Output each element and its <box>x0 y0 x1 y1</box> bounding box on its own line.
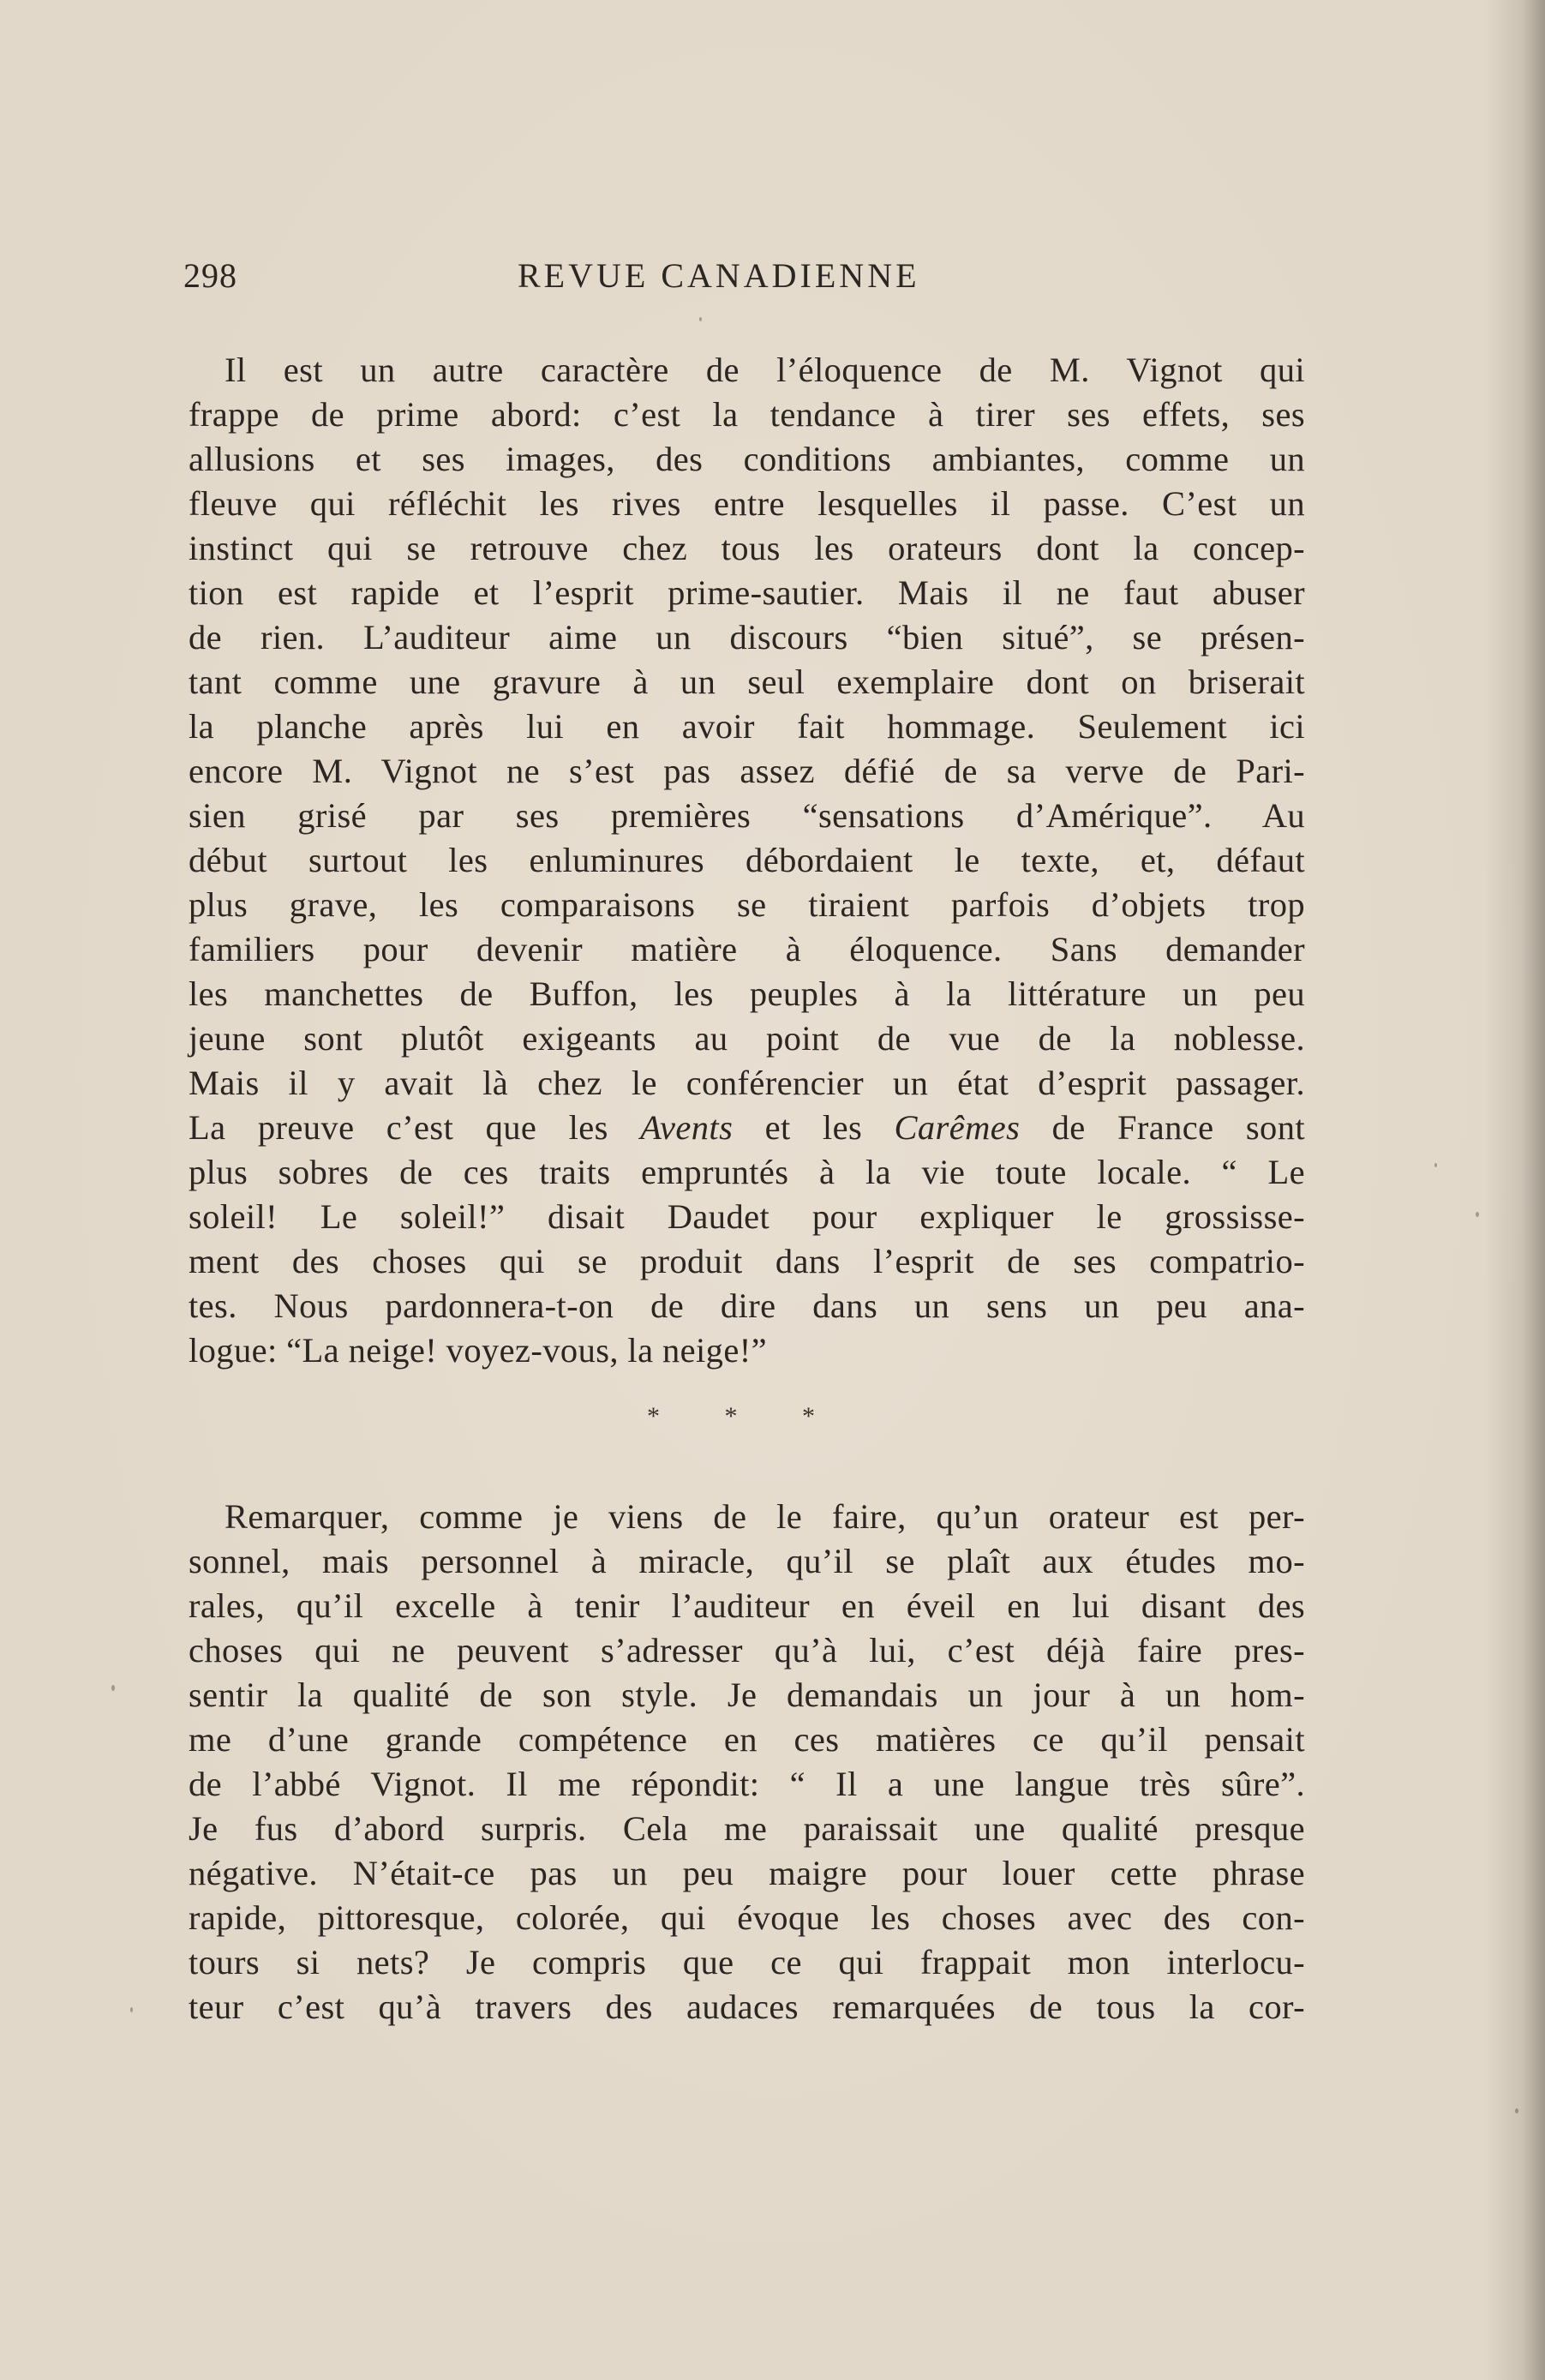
text-line: sien grisé par ses premières “sensations d’Amérique”. Au <box>189 796 1305 835</box>
paragraph-style <box>189 1495 1305 2029</box>
text-line: logue: “La neige! voyez-vous, la neige!” <box>189 1331 767 1370</box>
text-line: ment des choses qui se produit dans l’esprit de ses compatrio- <box>189 1242 1305 1280</box>
text-segment: de France sont <box>1020 1108 1306 1147</box>
italic-title-avents: Avents <box>640 1108 734 1147</box>
text-line: tion est rapide et l’esprit prime-sautier. Mais il ne faut abuser <box>189 573 1305 612</box>
text-line: Je fus d’abord surpris. Cela me paraissait une qualité presque <box>189 1809 1305 1848</box>
running-head <box>183 255 989 307</box>
text-segment: La preuve c’est que les <box>189 1108 641 1147</box>
text-line: instinct qui se retrouve chez tous les orateurs dont la concep- <box>189 529 1305 567</box>
text-line: sonnel, mais personnel à miracle, qu’il se plaît aux études mo- <box>189 1542 1305 1580</box>
text-line: plus grave, les comparaisons se tiraient parfois d’objets trop <box>189 885 1305 924</box>
paper-speck <box>699 317 702 321</box>
text-line: fleuve qui réfléchit les rives entre lesquelles il passe. C’est un <box>189 484 1305 523</box>
text-line: rales, qu’il excelle à tenir l’auditeur en éveil en lui disant des <box>189 1586 1305 1625</box>
text-line: la planche après lui en avoir fait hommage. Seulement ici <box>189 707 1305 746</box>
text-line: tes. Nous pardonnera-t-on de dire dans un sens un peu ana- <box>189 1286 1305 1325</box>
paragraph-eloquence <box>189 348 1305 1373</box>
section-separator: * * * <box>647 1402 844 1430</box>
text-line: allusions et ses images, des conditions ambiantes, comme un <box>189 440 1305 478</box>
text-line: me d’une grande compétence en ces matières ce qu’il pensait <box>189 1720 1305 1759</box>
text-line: encore M. Vignot ne s’est pas assez défié de sa verve de Pari- <box>189 752 1305 790</box>
text-line: choses qui ne peuvent s’adresser qu’à lui, c’est déjà faire pres- <box>189 1631 1305 1670</box>
text-line: de l’abbé Vignot. Il me répondit: “ Il a une langue très sûre”. <box>189 1765 1305 1803</box>
text-line: frappe de prime abord: c’est la tendance à tirer ses effets, ses <box>189 395 1305 434</box>
text-line: les manchettes de Buffon, les peuples à la littérature un peu <box>189 974 1305 1013</box>
text-line: Il est un autre caractère de l’éloquence de M. Vignot qui <box>225 351 1305 389</box>
text-line: Remarquer, comme je viens de le faire, qu’un orateur est per- <box>225 1497 1305 1536</box>
text-line: sentir la qualité de son style. Je demandais un jour à un hom- <box>189 1676 1305 1714</box>
text-line: rapide, pittoresque, colorée, qui évoque les choses avec des con- <box>189 1898 1305 1937</box>
text-line: teur c’est qu’à travers des audaces remarquées de tous la cor- <box>189 1987 1305 2026</box>
text-segment: et les <box>733 1108 895 1147</box>
page-number: 298 <box>183 256 237 295</box>
paper-speck <box>1434 1163 1437 1167</box>
text-line: soleil! Le soleil!” disait Daudet pour expliquer le grossisse- <box>189 1197 1305 1236</box>
text-line-italic-titles <box>189 1106 1305 1150</box>
text-line: jeune sont plutôt exigeants au point de vue de la noblesse. <box>189 1019 1305 1058</box>
text-line: Mais il y avait là chez le conférencier un état d’esprit passager. <box>189 1064 1305 1102</box>
paper-speck <box>111 1685 115 1691</box>
text-line: familiers pour devenir matière à éloquence. Sans demander <box>189 930 1305 968</box>
paper-speck <box>1515 2108 1518 2113</box>
text-line: de rien. L’auditeur aime un discours “bien situé”, se présen- <box>189 618 1305 656</box>
text-line: tant comme une gravure à un seul exemplaire dont on briserait <box>189 662 1305 701</box>
paper-speck <box>1476 1212 1479 1217</box>
text-line: début surtout les enluminures débordaient le texte, et, défaut <box>189 841 1305 879</box>
italic-title-caremes: Carêmes <box>894 1108 1021 1147</box>
journal-title: REVUE CANADIENNE <box>518 256 920 295</box>
paper-speck <box>130 2007 133 2012</box>
text-line: plus sobres de ces traits empruntés à la vie toute locale. “ Le <box>189 1153 1305 1191</box>
text-line: tours si nets? Je compris que ce qui frappait mon interlocu- <box>189 1943 1305 1981</box>
text-line: négative. N’était-ce pas un peu maigre pour louer cette phrase <box>189 1854 1305 1892</box>
